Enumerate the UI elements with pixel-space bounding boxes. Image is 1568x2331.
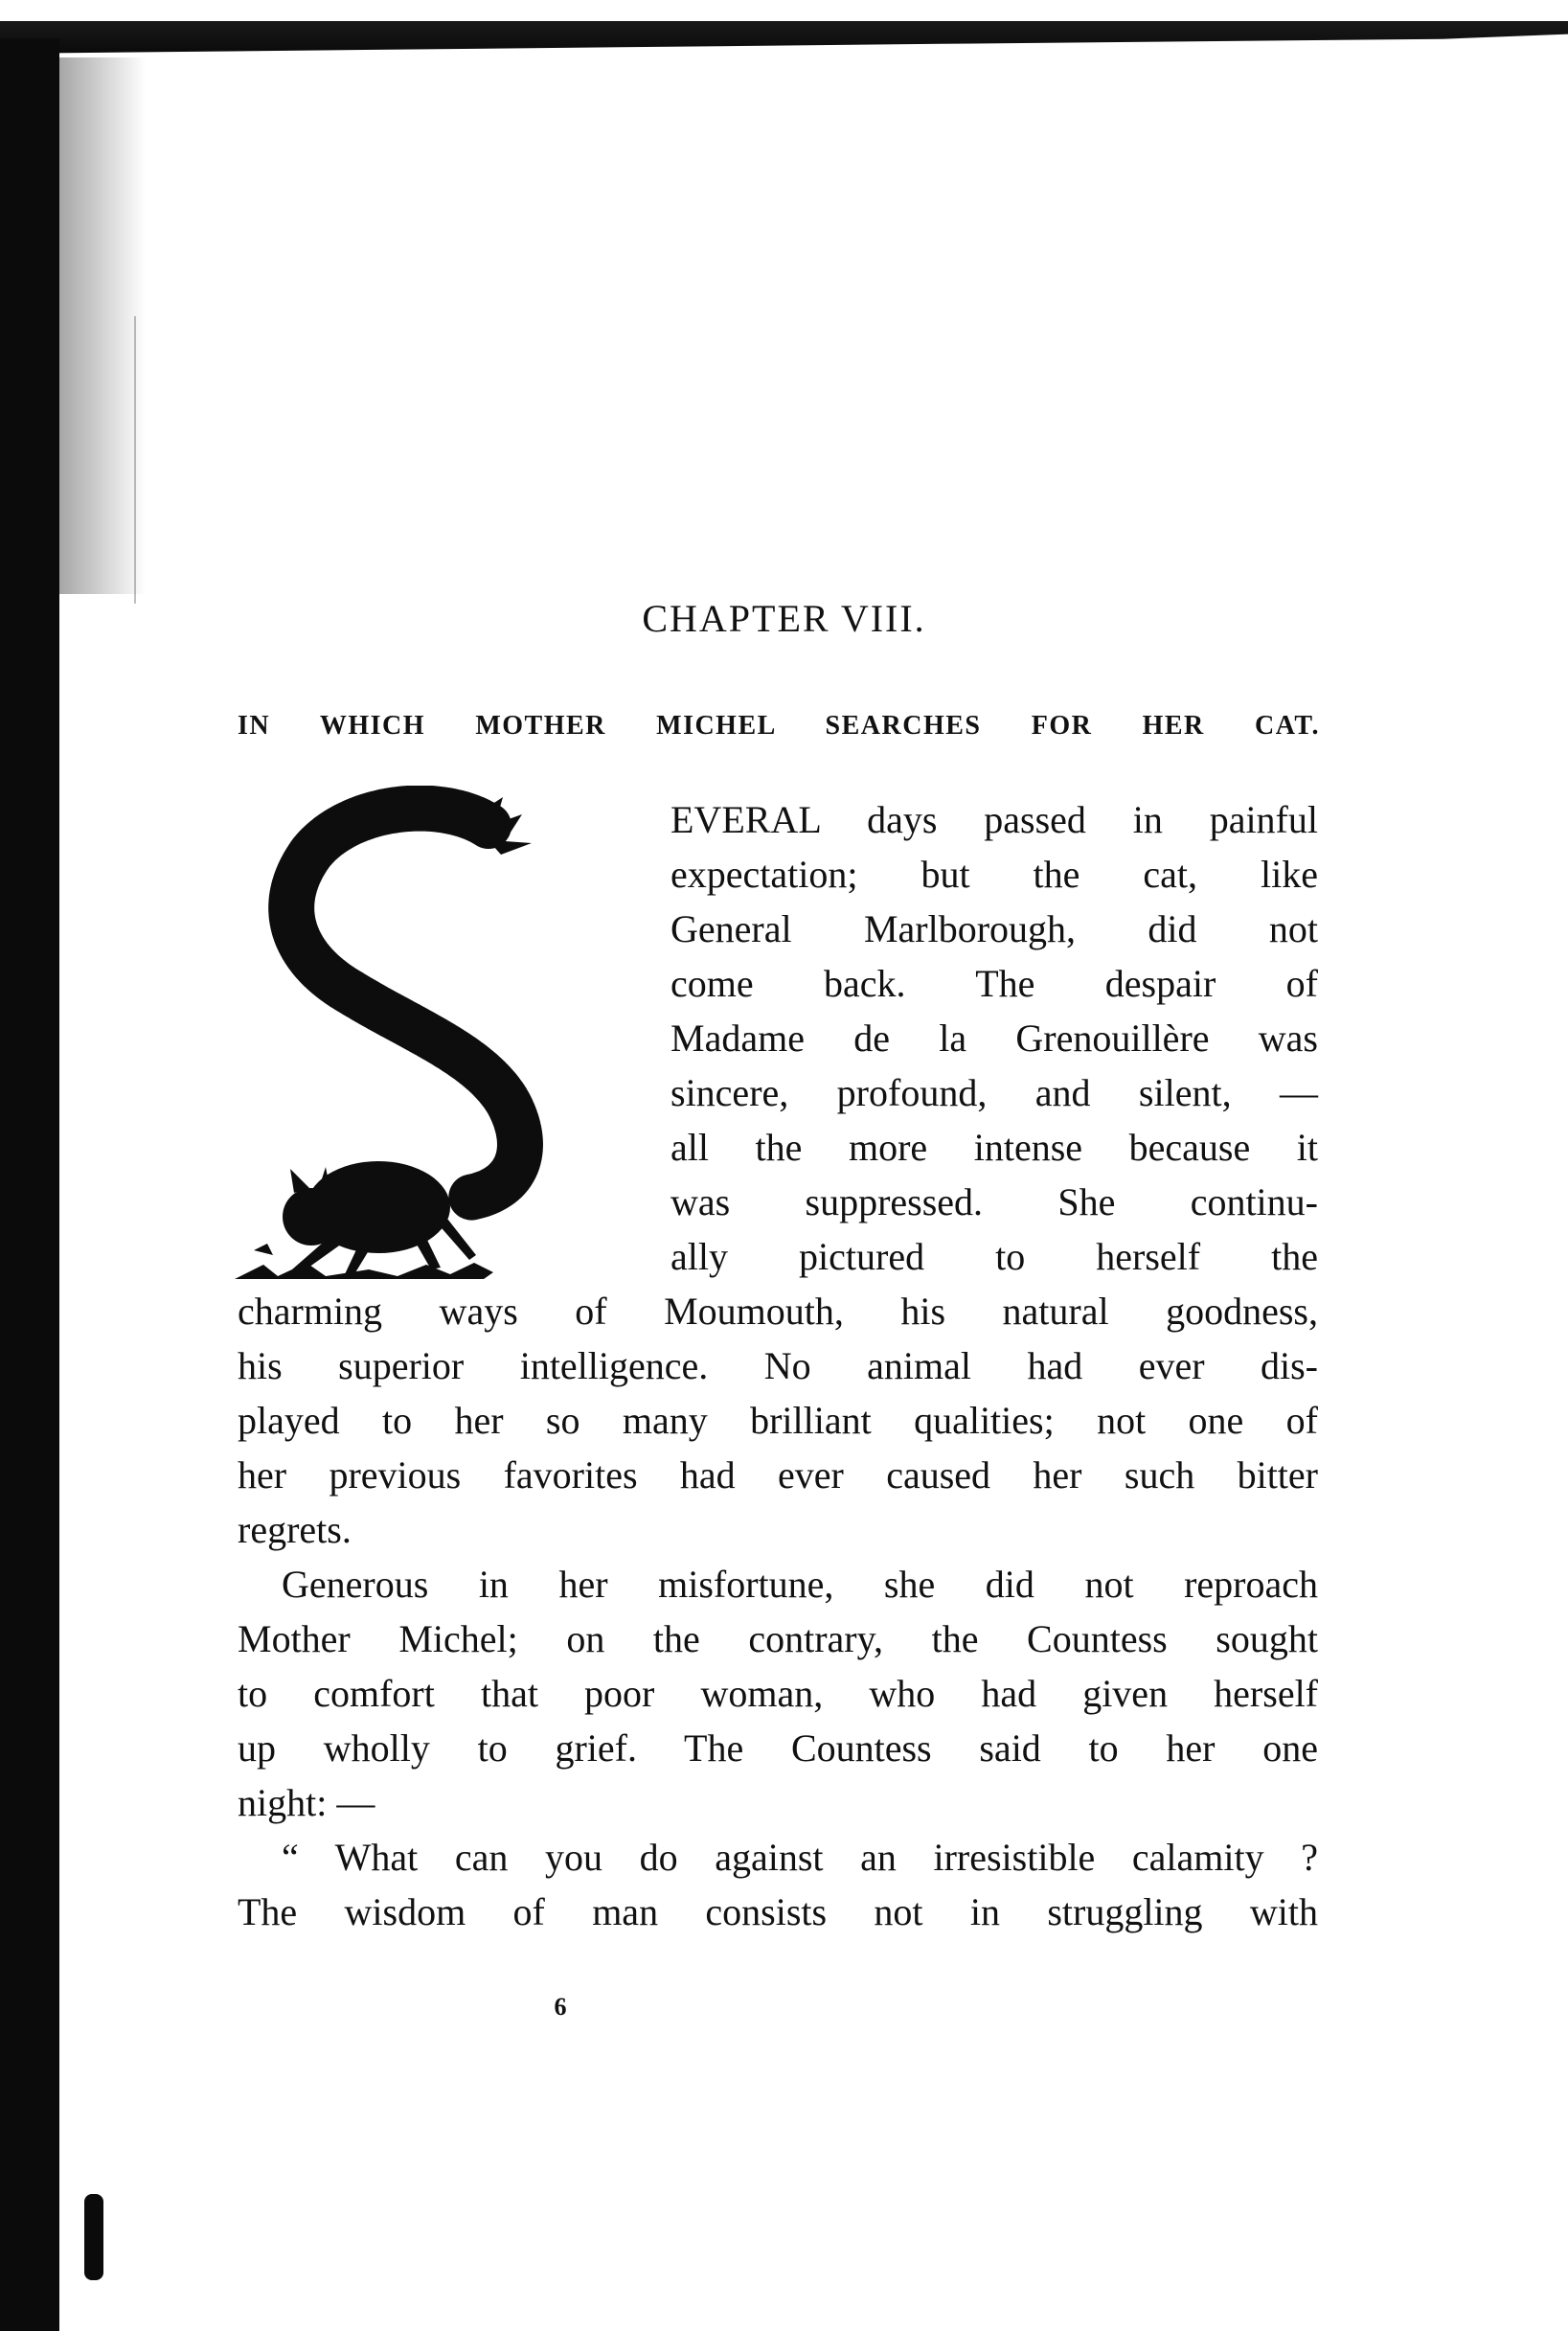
text-line: played to her so many brilliant qualities; not one of [238, 1399, 1318, 1442]
text-line: The wisdom of man consists not in struggling with [238, 1890, 1318, 1933]
text-line: night: — [238, 1781, 375, 1824]
paragraph-3 [238, 1830, 1318, 1939]
text-line: her previous favorites had ever caused her such bitter [238, 1453, 1318, 1497]
text-line: was suppressed. She continu- [670, 1180, 1318, 1223]
text-line: expectation; but the cat, like [670, 853, 1318, 896]
page-number: 6 [554, 1993, 567, 2021]
paragraph-2 [238, 1557, 1318, 1830]
text-line: Mother Michel; on the contrary, the Countess sought [238, 1617, 1318, 1660]
text-line: all the more intense because it [670, 1126, 1318, 1169]
paragraph-1-continued [238, 1284, 1318, 1557]
text-line: General Marlborough, did not [670, 907, 1318, 950]
text-line: to comfort that poor woman, who had given herself [238, 1672, 1318, 1715]
chapter-subtitle: IN WHICH MOTHER MICHEL SEARCHES FOR HER CAT. [238, 711, 1320, 741]
text-line: come back. The despair of [670, 962, 1318, 1005]
text-line: his superior intelligence. No animal had ever dis- [238, 1344, 1318, 1387]
page-top-edge [0, 0, 1568, 56]
fold-line [134, 316, 136, 604]
scan-edge-mark [84, 2194, 103, 2280]
text-line: sincere, profound, and silent, — [670, 1071, 1318, 1114]
cat-tail-s-initial-icon [235, 786, 656, 1284]
text-line: Madame de la Grenouillère was [670, 1017, 1318, 1060]
text-line: “ What can you do against an irresistible calamity ? [282, 1836, 1318, 1879]
paragraph-1-indented [670, 792, 1318, 1284]
left-scan-border [0, 38, 59, 2331]
top-scan-border [0, 21, 1568, 54]
text-line: ally pictured to herself the [670, 1235, 1318, 1278]
text-line: charming ways of Moumouth, his natural goodness, [238, 1290, 1318, 1333]
binding-shadow [59, 57, 146, 594]
text-line: Generous in her misfortune, she did not reproach [282, 1563, 1318, 1606]
text-line: up wholly to grief. The Countess said to her one [238, 1726, 1318, 1770]
text-line: regrets. [238, 1508, 352, 1551]
chapter-title: CHAPTER VIII. [642, 597, 926, 640]
text-line: EVERAL days passed in painful [670, 798, 1318, 841]
